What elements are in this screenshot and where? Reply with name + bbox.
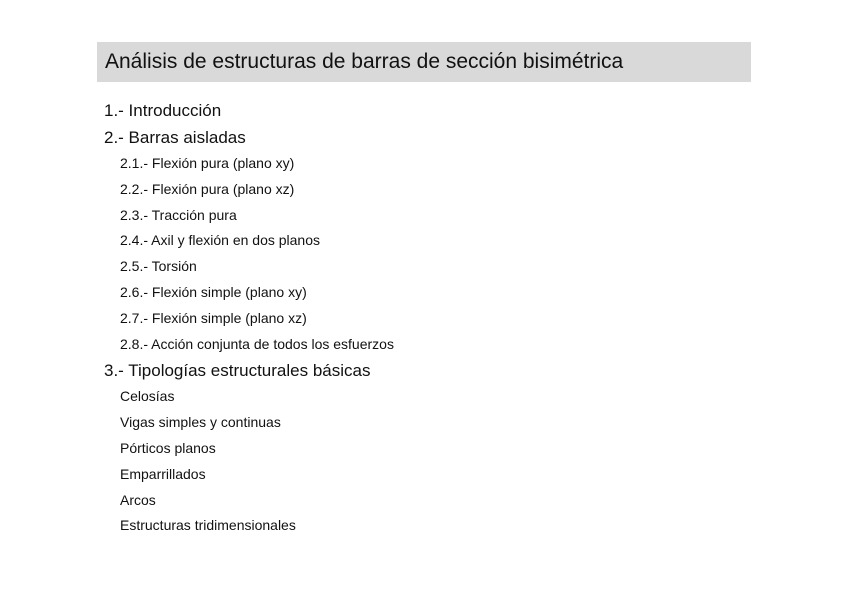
subsection-item: Vigas simples y continuas [120,414,281,431]
section-barras-aisladas: 2.- Barras aisladas [104,128,246,147]
title-bar [97,42,751,82]
subsection-item: 2.1.- Flexión pura (plano xy) [120,155,295,171]
subsection-item: 2.6.- Flexión simple (plano xy) [120,283,307,300]
subsection-item: Arcos [120,491,156,508]
section-introduccion: 1.- Introducción [104,101,222,120]
section-tipologias: 3.- Tipologías estructurales básicas [104,361,371,381]
subsection-item: 2.5.- Torsión [120,258,197,275]
subsection-item: 2.7.- Flexión simple (plano xz) [120,309,307,326]
subsection-item: 2.8.- Acción conjunta de todos los esfuerzos [120,335,394,352]
subsection-item: Celosías [120,388,175,405]
subsection-item: 2.2.- Flexión pura (plano xz) [120,180,295,197]
subsection-item: Pórticos planos [120,439,216,456]
subsection-item: Emparrillados [120,465,206,482]
table-of-contents [104,97,744,539]
subsection-item: 2.3.- Tracción pura [120,206,237,223]
subsection-item: Estructuras tridimensionales [120,517,296,534]
subsection-item: 2.4.- Axil y flexión en dos planos [120,232,321,249]
page-title: Análisis de estructuras de barras de sección bisimétrica [105,50,624,73]
